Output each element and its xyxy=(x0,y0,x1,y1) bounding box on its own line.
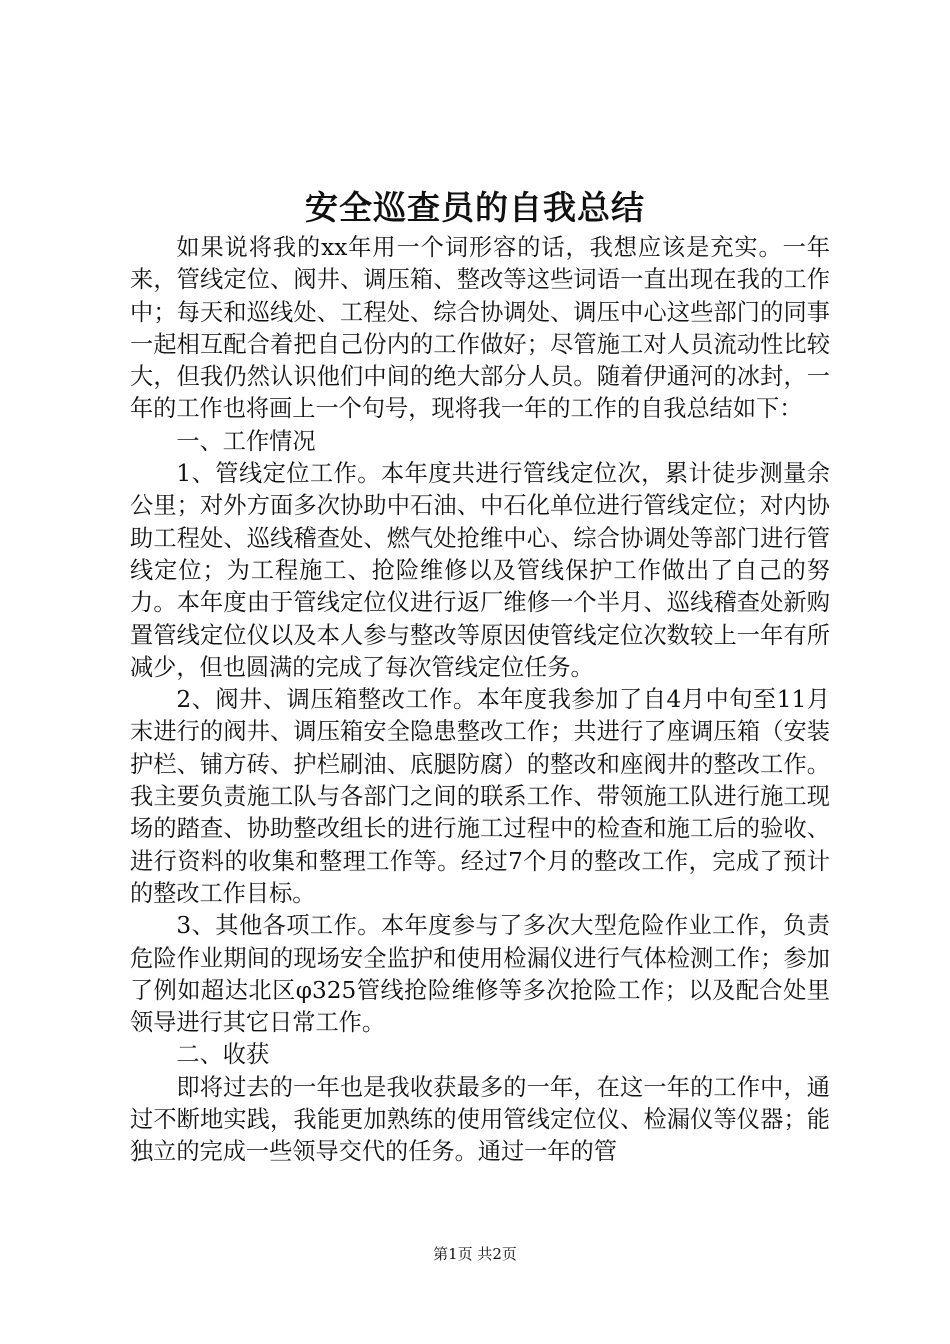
paragraph-pipeline-locating: 1、管线定位工作。本年度共进行管线定位次，累计徒步测量余公里；对外方面多次协助中石油、中石化单位进行管线定位；对内协助工程处、巡线稽查处、燃气处抢维中心、综合协调处等部门进行管线定位；为工程施工、抢险维修以及管线保护工作做出了自己的努力。本年度由于管线定位仪进行返厂维修一个半月、巡线稽查处新购置管线定位仪以及本人参与整改等原因使管线定位次数较上一年有所减少，但也圆满的完成了每次管线定位任务。 xyxy=(130,460,830,681)
section-heading-gains: 二、收获 xyxy=(176,1041,270,1069)
section-heading-work: 一、工作情况 xyxy=(176,427,316,455)
document-body xyxy=(130,232,830,1169)
paragraph-valve-rectification: 2、阀井、调压箱整改工作。本年度我参加了自4月中旬至11月末进行的阀井、调压箱安全隐患整改工作；共进行了座调压箱（安装护栏、铺方砖、护栏刷油、底腿防腐）的整改和座阀井的整改工作。我主要负责施工队与各部门之间的联系工作、带领施工队进行施工现场的踏查、协助整改组长的进行施工过程中的检查和施工后的验收、进行资料的收集和整理工作等。经过7个月的整改工作，完成了预计的整改工作目标。 xyxy=(130,686,830,907)
paragraph-intro: 如果说将我的xx年用一个词形容的话，我想应该是充实。一年来，管线定位、阀井、调压箱、整改等这些词语一直出现在我的工作中；每天和巡线处、工程处、综合协调处、调压中心这些部门的同事一起相互配合着把自己份内的工作做好；尽管施工对人员流动性比较大，但我仍然认识他们中间的绝大部分人员。随着伊通河的冰封，一年的工作也将画上一个句号，现将我一年的工作的自我总结如下： xyxy=(130,234,830,423)
paragraph-gains: 即将过去的一年也是我收获最多的一年，在这一年的工作中，通过不断地实践，我能更加熟练的使用管线定位仪、检漏仪等仪器；能独立的完成一些领导交代的任务。通过一年的管 xyxy=(130,1073,830,1166)
document-title: 安全巡查员的自我总结 xyxy=(305,188,645,227)
page-footer: 第1页 共2页 xyxy=(433,1245,517,1263)
paragraph-other-work: 3、其他各项工作。本年度参与了多次大型危险作业工作，负责危险作业期间的现场安全监护和使用检漏仪进行气体检测工作；参加了例如超达北区φ325管线抢险维修等多次抢险工作；以及配合处里领导进行其它日常工作。 xyxy=(130,912,830,1037)
